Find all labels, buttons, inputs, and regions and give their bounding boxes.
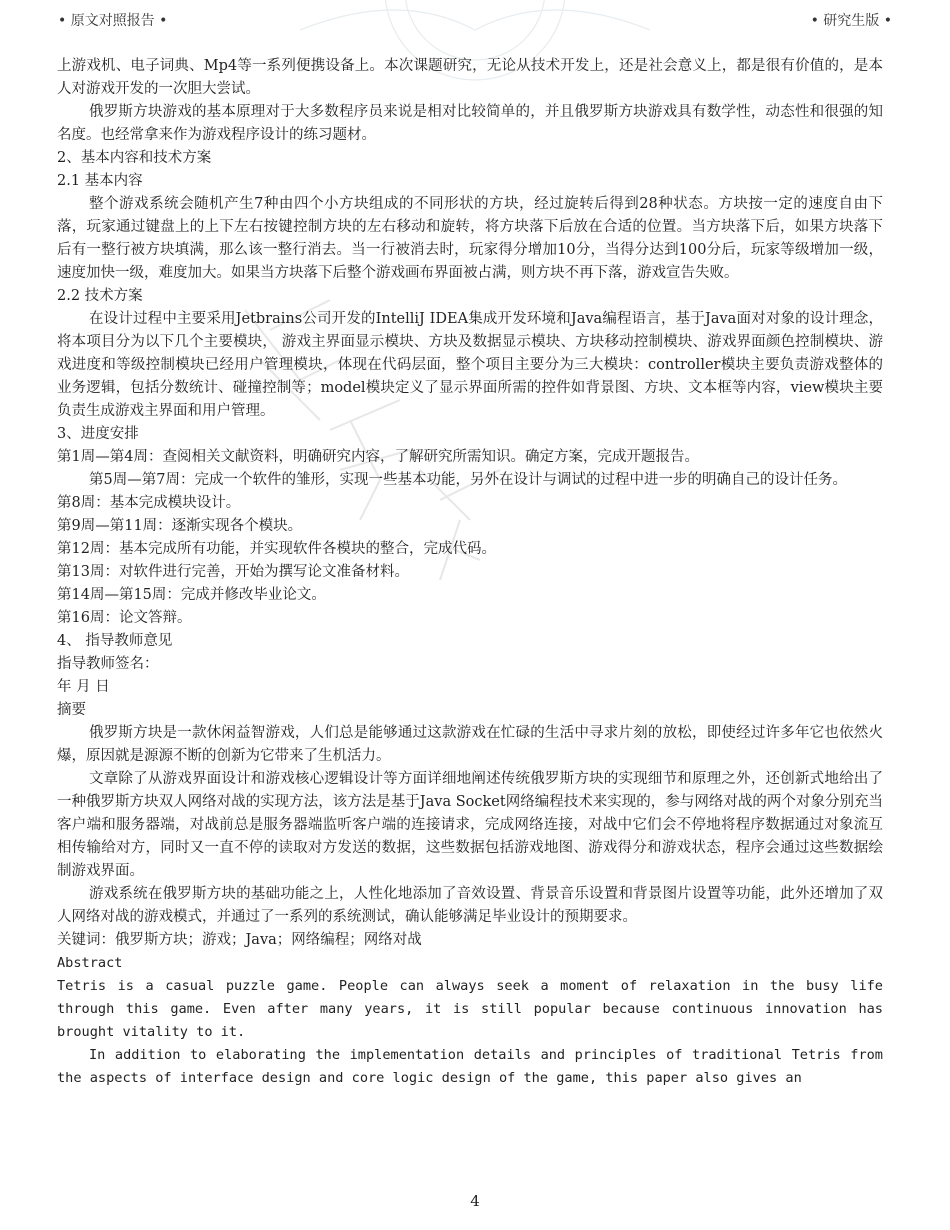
paragraph: Abstract [57,955,123,971]
paragraph: 年 月 日 [57,679,110,695]
paragraph: 第8周：基本完成模块设计。 [57,495,241,511]
paragraph: 第14周—第15周：完成并修改毕业论文。 [57,587,326,603]
paragraph: 第5周—第7周：完成一个软件的雏形，实现一些基本功能，另外在设计与调试的过程中进一步的明确自己的设计任务。 [89,472,847,488]
paragraph: 在设计过程中主要采用Jetbrains公司开发的IntelliJ IDEA集成开发环境和Java编程语言，基于Java面对对象的设计理念，将本项目分为以下几个主要模块， 游戏主界面显示模块、方块及数据显示模块、方块移动控制模块、游戏界面颜色控制模块、游戏进度和等级控制模块已经用户管理模块，体现在代码层面，整个项目主要分为三大模块：controller模块主要负责游戏整体的业务逻辑，包括分数统计、碰撞控制等；model模块定义了显示界面所需的控件如背景图、方块、文本框等内容，view模块主要负责生成游戏主界面和用户管理。 [57,311,883,419]
paragraph: 指导教师签名： [57,656,159,672]
paragraph: 3、进度安排 [57,426,139,442]
paragraph: 上游戏机、电子词典、Mp4等一系列便携设备上。本次课题研究，无论从技术开发上，还是社会意义上，都是很有价值的，是本人对游戏开发的一次胆大尝试。 [57,58,883,97]
paragraph: 第16周：论文答辩。 [57,610,192,626]
page-number: 4 [470,1192,480,1210]
paragraph: 摘要 [57,702,86,718]
paragraph: 俄罗斯方块是一款休闲益智游戏，人们总是能够通过这款游戏在忙碌的生活中寻求片刻的放松，即使经过许多年它也依然火爆，原因就是源源不断的创新为它带来了生机活力。 [57,725,883,764]
document-body [57,55,883,1090]
paragraph: 文章除了从游戏界面设计和游戏核心逻辑设计等方面详细地阐述传统俄罗斯方块的实现细节和原理之外，还创新式地给出了一种俄罗斯方块双人网络对战的实现方法，该方法是基于Java Socket网络编程技术来实现的，参与网络对战的两个对象分别充当客户端和服务器端，对战前总是服务器端监听客户端的连接请求，完成网络连接，对战中它们会不停地将程序数据通过对象流互相传输给对方，同时又一直不停的读取对方发送的数据，这些数据包括游戏地图、游戏得分和游戏状态，程序会通过这些数据绘制游戏界面。 [57,771,883,879]
header-right-label: • 研究生版 • [810,13,892,29]
paragraph: 俄罗斯方块游戏的基本原理对于大多数程序员来说是相对比较简单的，并且俄罗斯方块游戏具有数学性，动态性和很强的知名度。也经常拿来作为游戏程序设计的练习题材。 [57,104,883,143]
paragraph: Tetris is a casual puzzle game. People can always seek a moment of relaxation in the busy life through this game. Even after many years, it is still popular because continuous innovation has brought vitality to it. [57,978,883,1040]
paragraph: In addition to elaborating the implementation details and principles of traditional Tetris from the aspects of interface design and core logic design of the game, this paper also gives an [57,1047,883,1086]
paragraph: 2、基本内容和技术方案 [57,150,212,166]
paragraph: 关键词：俄罗斯方块；游戏；Java；网络编程；网络对战 [57,932,422,948]
paragraph: 2.1 基本内容 [57,173,143,189]
paragraph: 第1周—第4周：查阅相关文献资料，明确研究内容，了解研究所需知识。确定方案，完成开题报告。 [57,449,699,465]
paragraph: 2.2 技术方案 [57,288,143,304]
paragraph: 第9周—第11周：逐渐实现各个模块。 [57,518,303,534]
paragraph: 第12周：基本完成所有功能，并实现软件各模块的整合，完成代码。 [57,541,496,557]
paragraph: 游戏系统在俄罗斯方块的基础功能之上，人性化地添加了音效设置、背景音乐设置和背景图片设置等功能，此外还增加了双人网络对战的游戏模式，并通过了一系列的系统测试，确认能够满足毕业设计的预期要求。 [57,886,883,925]
header-left-label: • 原文对照报告 • [58,13,168,29]
paragraph: 第13周：对软件进行完善，开始为撰写论文准备材料。 [57,564,409,580]
paragraph: 4、 指导教师意见 [57,633,173,649]
paragraph: 整个游戏系统会随机产生7种由四个小方块组成的不同形状的方块，经过旋转后得到28种状态。方块按一定的速度自由下落，玩家通过键盘上的上下左右按键控制方块的左右移动和旋转，将方块落下后放在合适的位置。当方块落下后，如果方块落下后有一整行被方块填满，那么该一整行消去。当一行被消去时，玩家得分增加10分，当得分达到100分后，玩家等级增加一级，速度加快一级，难度加大。如果当方块落下后整个游戏画布界面被占满，则方块不再下落，游戏宣告失败。 [57,196,883,281]
